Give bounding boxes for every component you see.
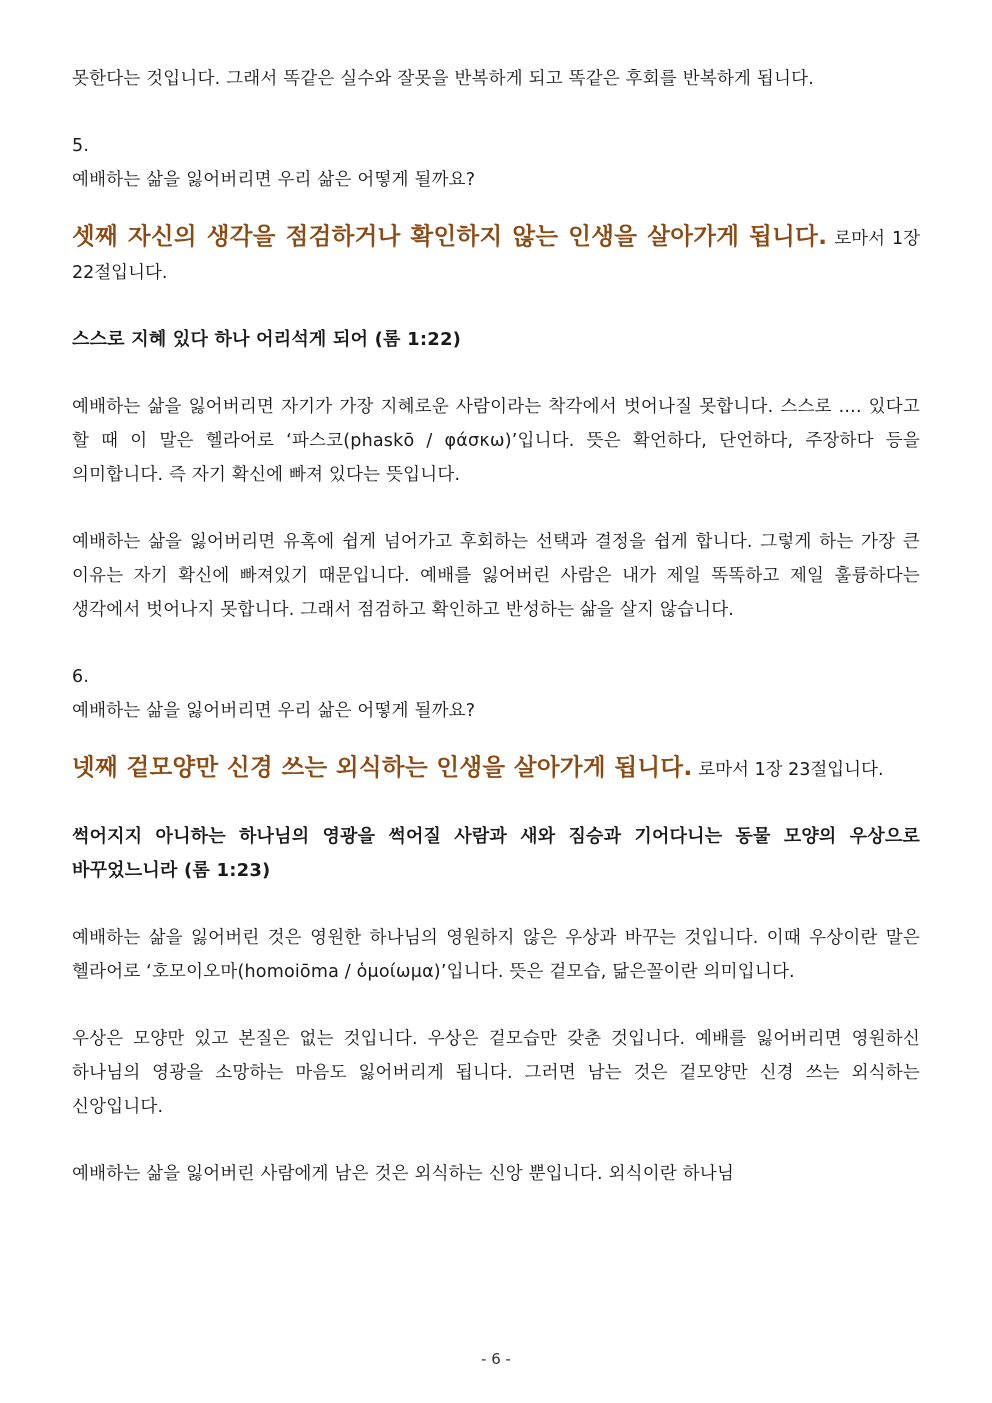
paragraph-3: 예배하는 삶을 잃어버리면 유혹에 쉽게 넘어가고 후회하는 선택과 결정을 쉽게 합니다. 그렇게 하는 가장 큰 이유는 자기 확신에 빠져있기 때문입니다. 예배를 잃어버린 사람은 내가 제일 똑똑하고 제일 훌륭하다는 생각에서 벗어나지 못합니다. 그래서 점검하고 확인하고 반성하는 삶을 살지 않습니다.	[72, 532, 920, 620]
paragraph-4: 예배하는 삶을 잃어버린 것은 영원한 하나님의 영원하지 않은 우상과 바꾸는 것입니다. 이때 우상이란 말은 헬라어로 ‘호모이오마(homoiōma / ὁμοίωμα)’입니다. 뜻은 겉모습, 닮은꼴이란 의미입니다.	[72, 928, 920, 982]
paragraph-2: 예배하는 삶을 잃어버리면 자기가 가장 지혜로운 사람이라는 착각에서 벗어나질 못합니다. 스스로 .... 있다고 할 때 이 말은 헬라어로 ‘파스코(phaskō / φάσκω)’입니다. 뜻은 확언하다, 단언하다, 주장하다 등을 의미합니다. 즉 자기 확신에 빠져 있다는 뜻입니다.	[72, 397, 920, 485]
question-number-6: 6.	[72, 667, 90, 687]
paragraph-5: 우상은 모양만 있고 본질은 없는 것입니다. 우상은 겉모습만 갖춘 것입니다. 예배를 잃어버리면 영원하신 하나님의 영광을 소망하는 마음도 잃어버리게 됩니다. 그러면 남는 것은 겉모양만 신경 쓰는 외식하는 신앙입니다.	[72, 1029, 920, 1117]
section-heading-4-reference: 로마서 1장 23절입니다.	[692, 760, 884, 780]
question-number-5: 5.	[72, 136, 90, 156]
scripture-verse-2: 썩어지지 아니하는 하나님의 영광을 썩어질 사람과 새와 짐승과 기어다니는 동물 모양의 우상으로 바꾸었느니라 (롬 1:23)	[72, 826, 920, 881]
section-heading-4	[72, 750, 920, 787]
scripture-verse-1: 스스로 지혜 있다 하나 어리석게 되어 (롬 1:22)	[72, 329, 462, 350]
document-body	[72, 62, 920, 1191]
paragraph-6: 예배하는 삶을 잃어버린 사람에게 남은 것은 외식하는 신앙 뿐입니다. 외식이란 하나님	[72, 1164, 735, 1184]
section-heading-4-title: 넷째 겉모양만 신경 쓰는 외식하는 인생을 살아가게 됩니다.	[72, 753, 693, 781]
section-heading-3-title: 셋째 자신의 생각을 점검하거나 확인하지 않는 인생을 살아가게 됩니다.	[72, 222, 828, 250]
section-heading-3	[72, 219, 920, 290]
section-heading-3-reference: 로마서 1장 22절입니다.	[72, 229, 920, 283]
paragraph-1: 못한다는 것입니다. 그래서 똑같은 실수와 잘못을 반복하게 되고 똑같은 후회를 반복하게 됩니다.	[72, 69, 815, 89]
question-5: 예배하는 삶을 잃어버리면 우리 삶은 어떻게 될까요?	[72, 170, 476, 190]
question-6: 예배하는 삶을 잃어버리면 우리 삶은 어떻게 될까요?	[72, 701, 476, 721]
page-number: - 6 -	[481, 1350, 511, 1368]
